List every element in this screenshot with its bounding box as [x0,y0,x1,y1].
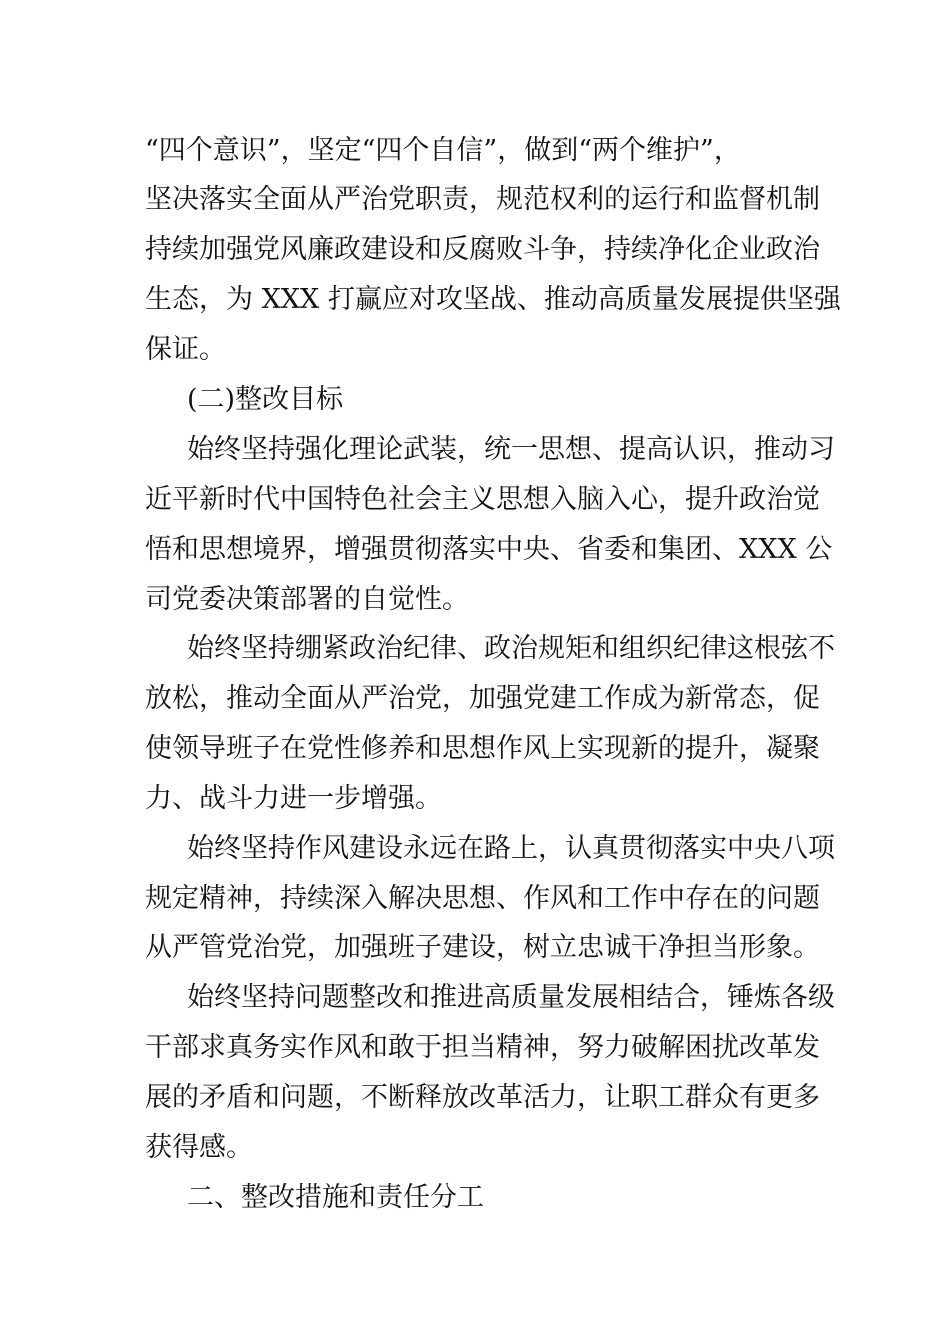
text-line: 近平新时代中国特色社会主义思想入脑入心，提升政治觉 [145,484,820,515]
text-line: 坚决落实全面从严治党职责，规范权利的运行和监督机制 [145,184,820,215]
text-line: 司党委决策部署的自觉性。 [145,584,469,615]
text-line: 始终坚持作风建设永远在路上，认真贯彻落实中央八项 [187,833,835,864]
text-line: 获得感。 [145,1132,253,1163]
text-line: 展的矛盾和问题，不断释放改革活力，让职工群众有更多 [145,1082,820,1113]
section-heading-rectification-goals: (二)整改目标 [187,384,344,415]
text-line: 持续加强党风廉政建设和反腐败斗争，持续净化企业政治 [145,234,820,265]
text-line: 悟和思想境界，增强贯彻落实中央、省委和集团、XXX 公 [145,534,833,565]
text-line: 始终坚持绷紧政治纪律、政治规矩和组织纪律这根弦不 [187,633,835,664]
section-heading-measures: 二、整改措施和责任分工 [187,1182,484,1213]
text-line: 使领导班子在党性修养和思想作风上实现新的提升，凝聚 [145,733,820,764]
text-line: 生态，为 XXX 打赢应对攻坚战、推动高质量发展提供坚强 [145,284,841,315]
text-line: 规定精神，持续深入解决思想、作风和工作中存在的问题 [145,883,820,914]
text-line: “四个意识”，坚定“四个自信”，做到“两个维护”， [145,135,741,166]
text-line: 保证。 [145,334,226,365]
text-line: 干部求真务实作风和敢于担当精神，努力破解困扰改革发 [145,1032,820,1063]
text-line: 从严管党治党，加强班子建设，树立忠诚干净担当形象。 [145,932,820,963]
text-line: 始终坚持问题整改和推进高质量发展相结合，锤炼各级 [187,982,835,1013]
text-line: 始终坚持强化理论武装，统一思想、提高认识，推动习 [187,434,835,465]
text-line: 放松，推动全面从严治党，加强党建工作成为新常态，促 [145,683,820,714]
text-line: 力、战斗力进一步增强。 [145,783,442,814]
